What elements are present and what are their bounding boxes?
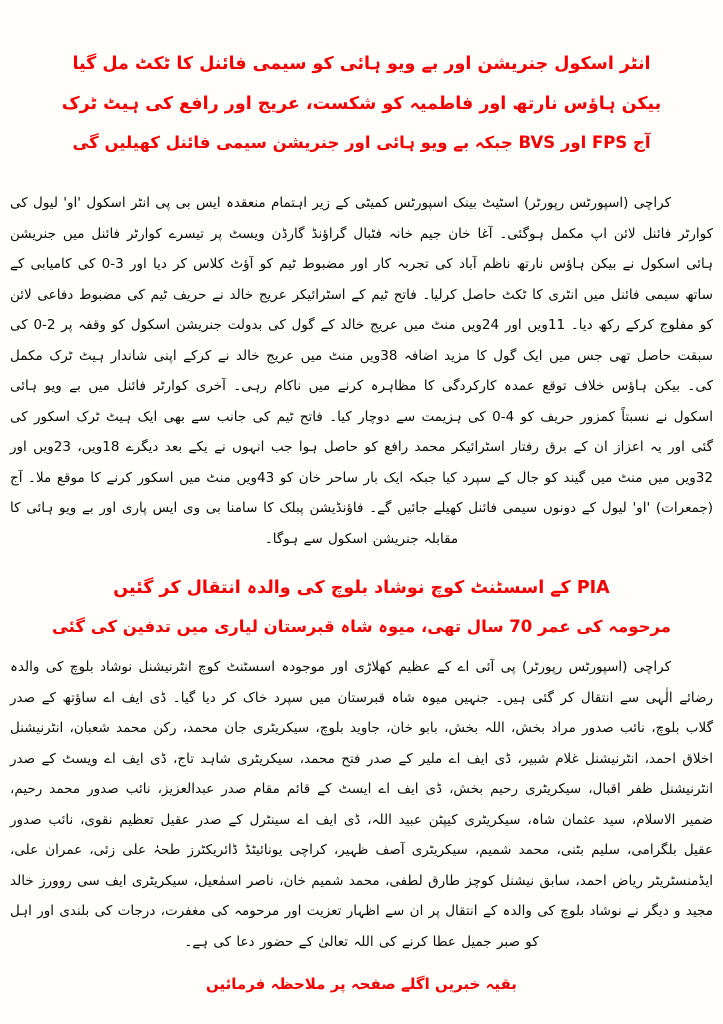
article1-body: کراچی (اسپورٹس رپورٹر) اسٹیٹ بینک اسپورٹس کمیٹی کے زیر اہتمام منعقدہ ایس بی پی انٹر اسکول 'او' لیول کی کوارٹر فائنل لائن اپ مکمل ہوگئی۔ آغا خان جیم خانہ فٹبال گراؤنڈ گارڈن ویسٹ پر تیسرے کوارٹر فائنل میں جنریشن ہائی اسکول نے بیکن ہاؤس نارتھ ناظم آباد کی تجربہ کار اور مضبوط ٹیم کو آؤٹ کلاس کر دیا اور 3-0 کی کامیابی کے ساتھ سیمی فائنل میں انٹری کا ٹکٹ حاصل کرلیا۔ فاتح ٹیم کے اسٹرائیکر عریج خالد نے حریف ٹیم کی مضبوط دفاعی لائن کو مفلوج کرکے رکھ دیا۔ 11ویں اور 24ویں منٹ میں عریج خالد کے گول کی بدولت جنریشن اسکول کو وقفہ پر 2-0 کی سبقت حاصل تھی جس میں ایک گول کا مزید اضافہ 38ویں منٹ میں عریج خالد نے کرکے اپنی شاندار ہیٹ ٹرک مکمل کی۔ بیکن ہاؤس خلاف توقع عمدہ کارکردگی کا مظاہرہ کرنے میں ناکام رہی۔ آخری کوارٹر فائنل میں بے ویو ہائی اسکول نے نسبتاً کمزور حریف کو 4-0 کی ہزیمت سے دوچار کیا۔ فاتح ٹیم کی جانب سے بھی ایک ہیٹ ٹرک اسکور کی گئی اور یہ اعزاز ان کے برق رفتار اسٹرائیکر محمد رافع کو حاصل ہوا جب انہوں نے یکے بعد دیگرے 18ویں، 23ویں اور 32ویں میں منٹ میں گیند کو جال کے سپرد کیا جبکہ ایک بار ساحر خان کو 43ویں منٹ میں اسکور کرنے کا موقع ملا۔ آج (جمعرات) 'او' لیول کے دونوں سیمی فائنل کھیلے جائیں گے۔ فاؤنڈیشن پبلک کا سامنا بی وی ایس پاری اور بے ویو ہائی کا مقابلہ جنریشن اسکول سے ہوگا۔ [10,195,714,547]
article1-headline-2: بیکن ہاؤس نارتھ اور فاطمیہ کو شکست، عریج اور رافع کی ہیٹ ٹرک [61,94,662,114]
article2-subheadline: مرحومہ کی عمر 70 سال تھی، میوہ شاہ قبرستان لیاری میں تدفین کی گئی [51,617,671,636]
article1-headline-3: آج FPS اور BVS جبکہ بے ویو ہائی اور جنریشن سیمی فائنل کھیلیں گی [72,133,651,152]
continuation-note: بقیہ خبریں اگلے صفحہ پر ملاحظہ فرمائیں [206,975,517,993]
article-school-football [10,44,713,554]
article-obituary [10,568,713,957]
article2-headline: PIA کے اسسٹنٹ کوچ نوشاد بلوچ کی والدہ انتقال کر گئیں [113,578,610,598]
article2-body: کراچی (اسپورٹس رپورٹر) پی آئی اے کے عظیم کھلاڑی اور موجودہ اسسٹنٹ کوچ انٹرنیشنل نوشاد بلوچ کی والدہ رضائے الٰہی سے انتقال کر گئی ہیں۔ جنہیں میوہ شاہ قبرستان میں سپرد خاک کر دیا گیا۔ ڈی ایف اے ساؤتھ کے صدر گلاب بلوچ، نائب صدور مراد بخش، اللہ بخش، بابو خان، جاوید بلوچ، سیکریٹری جان محمد، رکن محمد شعبان، انٹرنیشنل اخلاق احمد، انٹرنیشنل غلام شبیر، ڈی ایف اے ملیر کے صدر فتح محمد، سیکریٹری شاہد تاج، ڈی ایف اے ویسٹ کے صدر انٹرنیشنل ظفر اقبال، سیکریٹری رحیم بخش، ڈی ایف اے ایسٹ کے قائم مقام صدر عبدالعزیز، نائب صدور محمد رحیم، ضمیر الاسلام، سید عثمان شاہ، سیکریٹری کیپٹن عبید اللہ، ڈی ایف اے سینٹرل کے صدر عقیل تعظیم نقوی، نائب صدور عقیل بلگرامی، سلیم بٹنی، محمد شمیم، سیکریٹری آصف ظہیر، کراچی یونائیٹڈ ڈائریکٹرز طحہٰ علی زئی، عمران علی، ایڈمنسٹریٹر ریاض احمد، سابق نیشنل کوچز طارق لطفی، محمد شمیم خان، ناصر اسمٰعیل، سیکریٹری ایف سی روورز خالد مجید و دیگر نے نوشاد بلوچ کی والدہ کے انتقال پر ان سے اظہار تعزیت اور مرحومہ کی مغفرت، درجات کی بلندی اور اہل کو صبر جمیل عطا کرنے کی اللہ تعالیٰ کے حضور دعا کی ہے۔ [10,659,713,950]
article1-headline-1: انٹر اسکول جنریشن اور بے ویو ہائی کو سیمی فائنل کا ٹکٹ مل گیا [72,54,651,74]
